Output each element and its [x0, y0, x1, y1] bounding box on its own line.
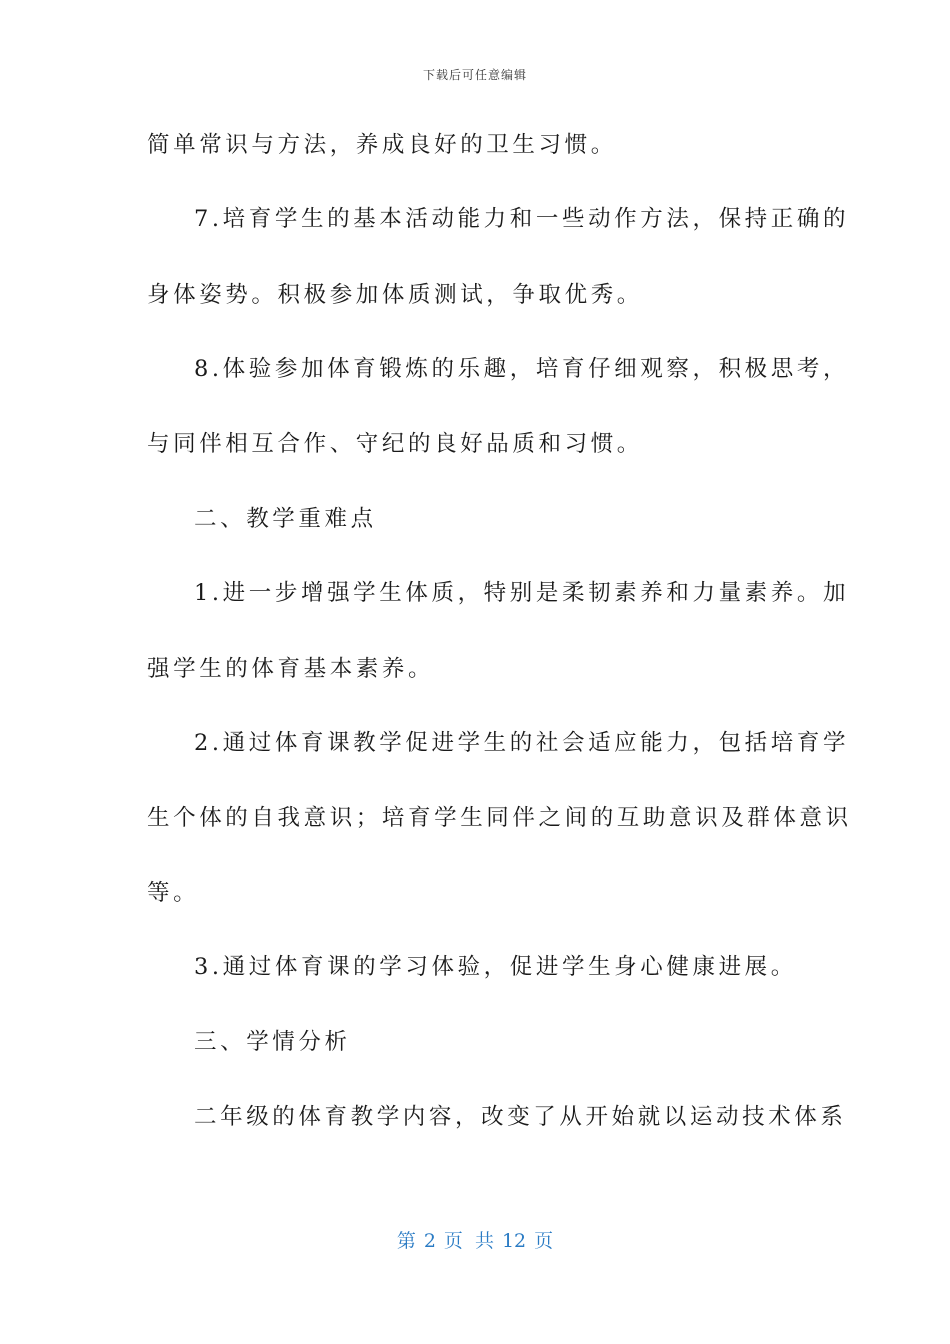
text-line: 与同伴相互合作、守纪的良好品质和习惯。 — [147, 431, 643, 457]
text-line: 生个体的自我意识；培育学生同伴之间的互助意识及群体意识 — [147, 805, 852, 831]
text-line: 3.通过体育课的学习体验，促进学生身心健康进展。 — [194, 954, 797, 980]
text-line: 7.培育学生的基本活动能力和一些动作方法，保持正确的 — [194, 206, 850, 232]
page-header: 下载后可任意编辑 — [422, 68, 527, 82]
section-heading: 二、教学重难点 — [194, 506, 377, 532]
page-footer — [0, 1226, 950, 1253]
section-heading: 三、学情分析 — [194, 1029, 351, 1055]
text-line: 等。 — [147, 880, 200, 906]
text-line: 2.通过体育课教学促进学生的社会适应能力，包括培育学 — [194, 730, 850, 756]
footer-prefix: 第 — [396, 1230, 416, 1252]
text-line: 8.体验参加体育锻炼的乐趣，培育仔细观察，积极思考， — [194, 356, 850, 382]
page-number: 2 — [423, 1230, 436, 1252]
text-line: 二年级的体育教学内容，改变了从开始就以运动技术体系 — [194, 1104, 847, 1130]
footer-suffix: 页 — [534, 1230, 554, 1252]
text-line: 1.进一步增强学生体质，特别是柔韧素养和力量素养。加 — [194, 580, 850, 606]
text-line: 简单常识与方法，养成良好的卫生习惯。 — [147, 132, 617, 158]
footer-middle: 页 共 — [443, 1230, 494, 1252]
total-pages: 12 — [501, 1230, 527, 1252]
text-line: 强学生的体育基本素养。 — [147, 656, 435, 682]
text-line: 身体姿势。积极参加体质测试，争取优秀。 — [147, 282, 643, 308]
